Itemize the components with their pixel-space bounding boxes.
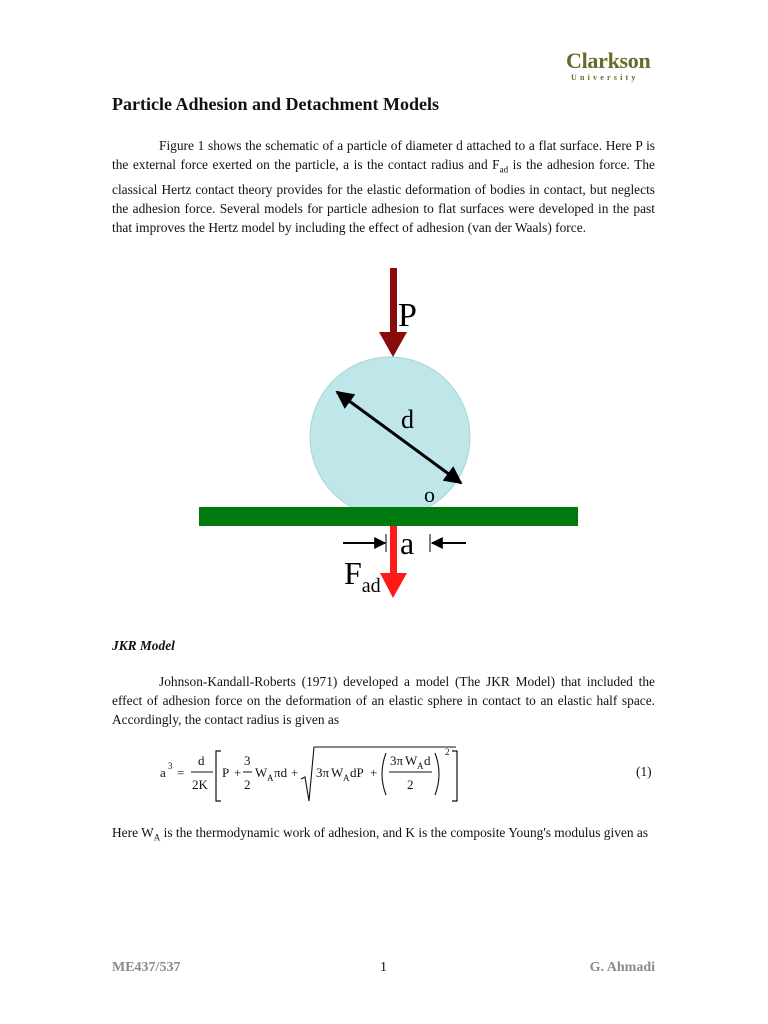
after-text-2: is the thermodynamic work of adhesion, and K is the composite Young's modulus given as [160,825,649,840]
jkr-equation [158,743,468,805]
force-fad-arrow-head [380,573,407,598]
eq-inner-A: A [417,761,424,771]
eq-root-A: A [343,773,350,783]
eq-pid: πd [274,765,288,780]
eq-A: A [267,773,274,783]
intro-paragraph [112,136,655,238]
eq-equals: = [177,765,185,780]
particle-sphere [310,357,470,517]
logo-wordmark: Clarkson [566,48,651,73]
force-p-arrow-head [379,332,407,357]
adhesion-schematic-figure [196,262,582,604]
eq-P: P [222,765,230,780]
force-p-arrow-shaft [390,268,397,334]
eq-inner-2: 2 [407,777,414,792]
eq-lhs-exp: 3 [168,761,173,771]
eq-two: 2 [244,777,251,792]
logo-subtitle: University [571,73,639,82]
eq-left-bracket [216,751,221,801]
eq-squared: 2 [445,747,450,757]
eq-three: 3 [244,753,251,768]
label-fad-letter: F [344,555,362,591]
label-a: a [400,525,415,561]
eq-root-W: W [331,765,344,780]
eq-inner-3pi: 3π [390,753,404,768]
eq-dP: dP [350,765,364,780]
label-d: d [401,405,414,434]
equation-number: (1) [636,764,652,779]
jkr-heading: JKR Model [112,638,175,653]
intro-fad-sub: ad [499,164,509,175]
eq-lhs-a: a [160,765,166,780]
label-fad [344,555,381,597]
eq-root-3pi: 3π [316,765,330,780]
eq-W: W [255,765,268,780]
after-W-sub: A [153,832,161,843]
intro-fad-letter: F [492,157,500,173]
jkr-paragraph: Johnson-Kandall-Roberts (1971) developed a model (The JKR Model) that included the effect of adhesion force on the deformation of an elastic sphere in contact to an elastic half space. Accordingly, the contact radius is given as [112,674,655,728]
label-p: P [398,297,417,334]
eq-plus-1: + [234,765,242,780]
eq-plus-3: + [370,765,378,780]
footer-author: G. Ahmadi [589,960,655,975]
label-o: o [424,482,435,507]
clarkson-logo [566,50,656,84]
footer-page-number: 1 [380,960,387,975]
eq-left-paren [382,753,386,795]
eq-right-bracket [452,751,457,801]
intro-text-2: is the adhesion force. The classical Hertz contact theory provides for the elastic deformation of bodies in contact, but neglects the adhesion force. Several models for particle adhesion to flat surfaces were developed in the past that improves the Hertz model by including the effect of adhesion (van der Waals) force. [112,157,655,236]
eq-right-paren [435,753,439,795]
after-equation-paragraph [112,823,655,848]
eq-inner-W: W [405,753,418,768]
force-fad-arrow-shaft [390,526,397,576]
page-title: Particle Adhesion and Detachment Models [112,94,439,114]
eq-frac-den: 2K [192,777,208,792]
eq-inner-d: d [424,753,431,768]
after-W: W [141,825,154,840]
label-fad-sub: ad [361,575,381,597]
footer-course-code: ME437/537 [112,960,181,975]
eq-plus-2: + [291,765,299,780]
eq-frac-num: d [198,753,205,768]
intro-text-1: Figure 1 shows the schematic of a particle of diameter d attached to a flat surface. Here P is the external force exerted on the particle, a is the contact radius and [112,138,655,173]
after-text-1: Here [112,825,142,840]
flat-surface [199,507,578,526]
